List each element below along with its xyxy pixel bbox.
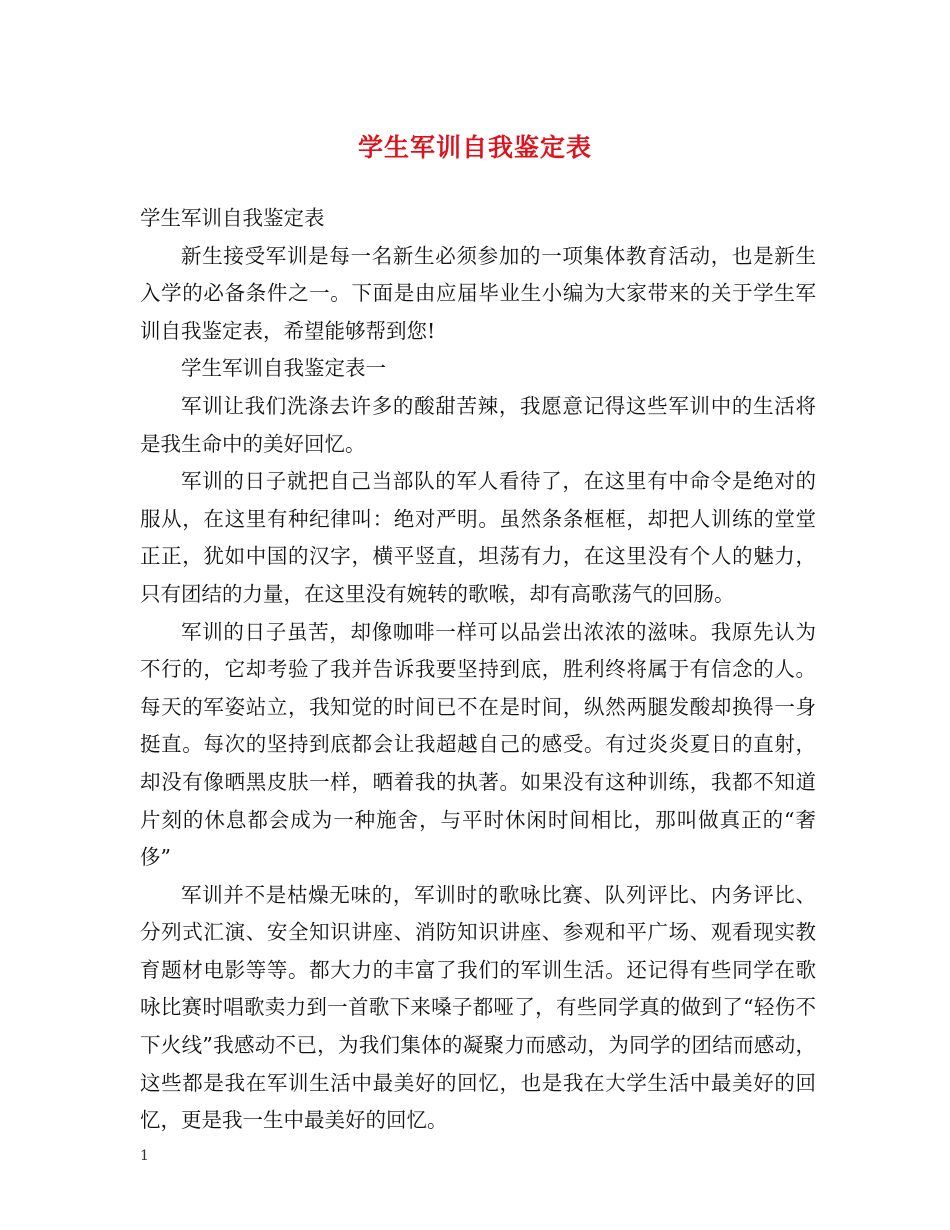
paragraph-body: 军训并不是枯燥无味的，军训时的歌咏比赛、队列评比、内务评比、分列式汇演、安全知识讲座、消防知识讲座、参观和平广场、观看现实教育题材电影等等。都大力的丰富了我们的军训生活。还记得有些同学在歌咏比赛时唱歌卖力到一首歌下来嗓子都哑了，有些同学真的做到了“轻伤不下火线”我感动不已，为我们集体的凝聚力而感动，为同学的团结而感动，这些都是我在军训生活中最美好的回忆，也是我在大学生活中最美好的回忆，更是我一生中最美好的回忆。	[140, 882, 816, 1133]
paragraph-body: 军训的日子就把自己当部队的军人看待了，在这里有中命令是绝对的服从，在这里有种纪律叫：绝对严明。虽然条条框框，却把人训练的堂堂正正，犹如中国的汉字，横平竖直，坦荡有力，在这里没有个人的魅力，只有团结的力量，在这里没有婉转的歌喉，却有高歌荡气的回肠。	[140, 469, 816, 606]
document-title: 学生军训自我鉴定表	[357, 133, 592, 162]
paragraph-heading: 学生军训自我鉴定表	[140, 206, 325, 230]
paragraph-subheading: 学生军训自我鉴定表一	[181, 356, 386, 381]
paragraph-body: 军训让我们洗涤去许多的酸甜苦辣，我愿意记得这些军训中的生活将是我生命中的美好回忆。	[140, 393, 816, 456]
paragraph-body: 军训的日子虽苦，却像咖啡一样可以品尝出浓浓的滋味。我原先认为不行的，它却考验了我并告诉我要坚持到底，胜利终将属于有信念的人。每天的军姿站立，我知觉的时间已不在是时间，纵然两腿发酸却换得一身挺直。每次的坚持到底都会让我超越自己的感受。有过炎炎夏日的直射，却没有像晒黑皮肤一样，晒着我的执著。如果没有这种训练，我都不知道片刻的休息都会成为一种施舍，与平时休闲时间相比，那叫做真正的“奢侈”	[140, 619, 816, 870]
document-body	[140, 200, 816, 1140]
paragraph-intro: 新生接受军训是每一名新生必须参加的一项集体教育活动，也是新生入学的必备条件之一。下面是由应届毕业生小编为大家带来的关于学生军训自我鉴定表，希望能够帮到您!	[140, 243, 816, 343]
page-number: 1	[140, 1148, 149, 1164]
